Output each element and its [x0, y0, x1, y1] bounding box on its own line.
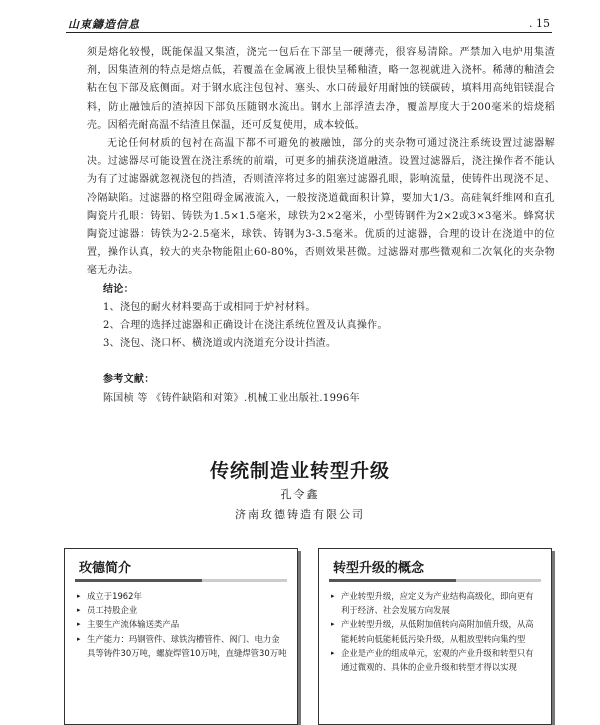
conclusion-item: 1、浇包的耐火材料要高于或相同于炉衬材料。 — [103, 301, 316, 313]
page-header — [66, 14, 552, 34]
conclusion-heading: 结论： — [103, 283, 134, 295]
bullet-arrow-icon: ▸ — [77, 620, 81, 629]
journal-name: 山東鑄造信息 — [68, 18, 140, 31]
bullet-arrow-icon: ▸ — [77, 592, 81, 600]
list-item: ▸ 产业转型升级，从低附加值转向高附加值升级，从高能耗转向低能耗低污染升级，从粗放型转向集约型 — [331, 619, 534, 644]
article-body — [87, 44, 555, 408]
next-article-title: 传统制造业转型升级 — [209, 460, 390, 482]
bullet-arrow-icon: ▸ — [331, 648, 335, 657]
list-item: ▸ 主要生产流体输送类产品 — [77, 617, 287, 631]
slide-accent-bar — [329, 579, 541, 582]
bullet-arrow-icon: ▸ — [331, 592, 335, 600]
list-item: ▸ 产业转型升级，应定义为产业结构高级化，即向更有利于经济、社会发展方向发展 — [331, 591, 534, 616]
slide-bullet-list — [77, 589, 287, 660]
slide-accent-bar — [75, 579, 287, 582]
list-item: ▸ 企业是产业的组成单元，宏观的产业升级和转型只有通过微观的、具体的企业升级和转型才得以实现 — [331, 647, 534, 673]
conclusion-item: 3、浇包、浇口杯、横浇道或内浇道充分设计挡渣。 — [103, 338, 337, 350]
bullet-arrow-icon: ▸ — [77, 606, 81, 615]
bullet-arrow-icon: ▸ — [331, 620, 335, 629]
slide-company-intro — [64, 548, 298, 725]
reference-heading: 参考文献： — [103, 374, 155, 386]
conclusion-item: 2、合理的选择过滤器和正确设计在浇注系统位置及认真操作。 — [103, 320, 388, 332]
slide-bullet-list — [331, 589, 541, 674]
slide-transformation-concept — [318, 548, 552, 725]
reference-entry: 陈国桢 等 《铸件缺陷和对策》.机械工业出版社.1996年 — [103, 392, 360, 404]
next-article-company: 济南玫德铸造有限公司 — [235, 508, 365, 521]
page-number: . 15 — [529, 17, 550, 30]
slide-title: 转型升级的概念 — [333, 561, 425, 576]
next-article-author: 孔令鑫 — [280, 488, 320, 501]
paragraph-1: 须是熔化较慢，既能保温又集渣，浇完一包后在下部呈一硬薄壳，很容易清除。严禁加入电炉用集渣剂，因集渣剂的特点是熔点低，若覆盖在金属液上很快呈稀釉渣，略一忽视就进入浇杯。稀薄的釉渣会粘在包下部及底侧面。对于钢水底注包包衬、塞头、水口砖最好用耐蚀的镁碳砖，填料用高纯铝镁混合料，防止融蚀后的渣掉因下部负压随钢水流出。钢水上部浮渣去净，覆盖厚度大于200毫米的焙烧稻壳。因稻壳耐高温不结渣且保温，还可反复使用，成本较低。 — [87, 47, 555, 131]
paragraph-2: 无论任何材质的包衬在高温下都不可避免的被融蚀，部分的夹杂物可通过浇注系统设置过滤器解决。过滤器尽可能设置在浇注系统的前端，可更多的捕获浇道融渣。设置过滤器后，浇注操作者不能认为有了过滤器就忽视浇包的挡渣，否则渣滓将过多的阻塞过滤器孔眼，影响流量，使铸件出现浇不足、冷隔缺陷。过滤器的格空阻碍金属液流入，一般按浇道截面积计算，要加大1/3。高硅氧纤维网和直孔陶瓷片孔眼：铸铝、铸铁为1.5×1.5毫米，球铁为2×2毫米，小型铸钢件为2×2或3×3毫米。蜂窝状陶瓷过滤器：铸铁为2-2.5毫米，球铁、铸钢为3-3.5毫米。优质的过滤器，合理的设计在浇道中的位置，操作认真，较大的夹杂物能阻止60-80%，否则效果甚微。过滤器对那些微观和二次氧化的夹杂物毫无办法。 — [87, 138, 555, 277]
slide-title: 玫德简介 — [79, 561, 132, 576]
list-item: ▸ 生产能力：玛钢管件、球铁沟槽管件、阀门、电力金具等铸件30万吨，螺旋焊管10万吨，直缝焊管30万吨 — [77, 633, 287, 658]
bullet-arrow-icon: ▸ — [77, 634, 81, 643]
header-rule — [66, 32, 552, 33]
list-item: ▸ 成立于1962年 — [77, 589, 287, 603]
list-item: ▸ 员工持股企业 — [77, 603, 287, 617]
